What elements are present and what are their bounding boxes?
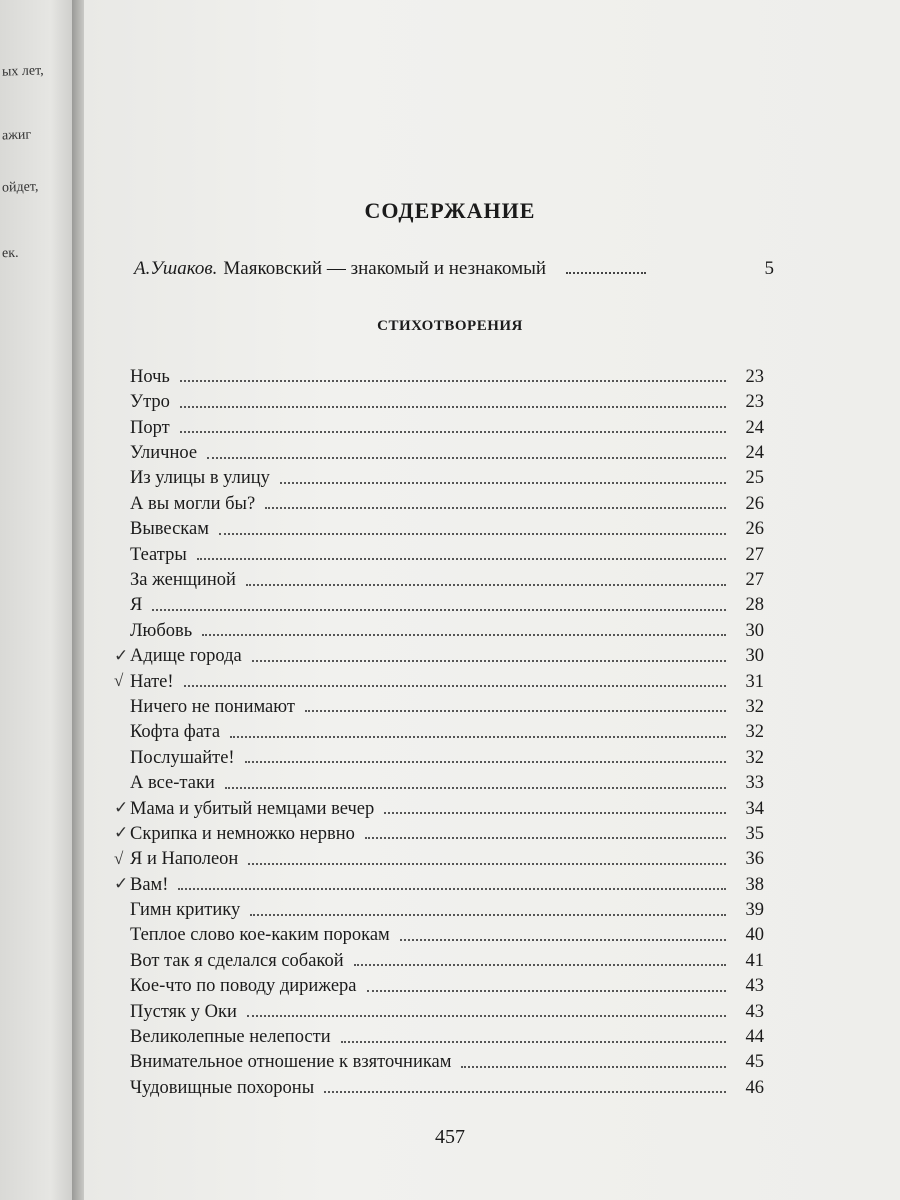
toc-entry-page: 23: [745, 392, 764, 413]
toc-entry-title: Порт: [130, 417, 170, 438]
dot-leader: [280, 482, 726, 484]
intro-title: Маяковский — знакомый и незнакомый: [223, 258, 547, 279]
toc-entry-page: 27: [745, 544, 764, 565]
dot-leader: [197, 558, 726, 560]
toc-entry-title: Вот так я сделался собакой: [130, 950, 344, 971]
dot-leader: [248, 863, 726, 865]
toc-entry-title: Ничего не понимают: [130, 696, 295, 717]
handwritten-check-mark: ✓: [114, 874, 129, 894]
toc-entry-title: Мама и убитый немцами вечер: [130, 798, 375, 819]
toc-entry: [130, 945, 764, 970]
toc-entry-title: Кое-что по поводу дирижера: [130, 976, 357, 997]
handwritten-check-mark: ✓: [114, 645, 129, 665]
toc-entry-title: Я и Наполеон: [130, 849, 239, 870]
toc-entry-title: Чудовищные похороны: [130, 1077, 315, 1098]
toc-entry-title: Теплое слово кое-каким порокам: [130, 925, 390, 946]
dot-leader: [252, 660, 726, 662]
dot-leader: [384, 812, 726, 814]
toc-entry-title: Любовь: [130, 620, 193, 641]
dot-leader: [365, 837, 726, 839]
toc-entry: [130, 361, 764, 386]
toc-entry-title: А вы могли бы?: [130, 493, 256, 514]
toc-entry: [114, 793, 764, 819]
intro-entry: [134, 258, 774, 280]
dot-leader: [341, 1041, 726, 1043]
toc-entry: [130, 1072, 764, 1097]
intro-author: А.Ушаков.: [134, 258, 218, 279]
table-of-contents: [114, 361, 764, 1098]
toc-entry-page: 31: [745, 671, 764, 692]
toc-entry-title: Пустяк у Оки: [130, 1001, 237, 1022]
toc-entry-page: 35: [745, 823, 764, 844]
toc-entry-title: Гимн критику: [130, 900, 241, 921]
dot-leader: [152, 609, 726, 611]
contents-heading: СОДЕРЖАНИЕ: [364, 198, 536, 223]
toc-entry: [130, 742, 764, 767]
toc-entry: [114, 818, 764, 844]
toc-entry: [114, 666, 764, 692]
toc-entry: [130, 488, 764, 513]
toc-entry: [114, 843, 764, 870]
dot-leader: [245, 761, 726, 763]
dot-leader: [367, 990, 727, 992]
toc-entry-page: 45: [745, 1052, 764, 1073]
toc-entry: [130, 412, 764, 437]
toc-entry-page: 43: [745, 1001, 764, 1022]
toc-entry-page: 36: [745, 849, 764, 870]
toc-entry-page: 40: [745, 925, 764, 946]
toc-entry: [130, 590, 764, 615]
toc-entry-title: Послушайте!: [130, 747, 235, 768]
toc-entry: [130, 1047, 764, 1072]
toc-entry-title: Вывескам: [130, 519, 209, 540]
dot-leader: [461, 1066, 726, 1068]
toc-entry: [130, 564, 764, 589]
toc-entry: [130, 463, 764, 488]
toc-entry: [130, 1021, 764, 1046]
toc-entry-title: Адище города: [130, 646, 242, 667]
dot-leader: [250, 914, 726, 916]
handwritten-check-mark: √: [114, 848, 124, 868]
toc-entry-page: 26: [745, 519, 764, 540]
toc-entry-page: 38: [745, 874, 764, 895]
toc-entry-title: Театры: [130, 544, 187, 565]
toc-entry-title: Я: [130, 595, 143, 616]
toc-entry-page: 30: [745, 646, 764, 667]
dot-leader: [202, 634, 726, 636]
toc-entry-page: 39: [745, 900, 764, 921]
dot-leader: [184, 685, 726, 687]
toc-entry: [114, 869, 764, 895]
dot-leader: [265, 507, 726, 509]
dot-leader: [207, 457, 726, 459]
section-heading: СТИХОТВОРЕНИЯ: [377, 318, 523, 334]
toc-entry: [130, 767, 764, 792]
page-number: 457: [435, 1126, 465, 1148]
dot-leader: [324, 1091, 726, 1093]
toc-entry-page: 43: [745, 976, 764, 997]
toc-entry-page: 32: [745, 747, 764, 768]
dot-leader: [400, 939, 726, 941]
left-page-fragment: ажиг: [1, 127, 32, 144]
toc-entry: [130, 970, 764, 995]
dot-leader: [180, 406, 726, 408]
toc-entry-title: Великолепные нелепости: [130, 1027, 331, 1048]
toc-entry-page: 32: [745, 722, 764, 743]
toc-entry: [130, 996, 764, 1021]
dot-leader: [354, 964, 726, 966]
toc-entry-page: 46: [745, 1077, 764, 1098]
dot-leader: [180, 380, 726, 382]
toc-entry: [130, 539, 764, 564]
toc-entry: [130, 615, 764, 640]
toc-entry-page: 30: [745, 620, 764, 641]
toc-entry-page: 28: [745, 595, 764, 616]
toc-entry-page: 24: [745, 417, 764, 438]
toc-entry: [130, 920, 764, 945]
toc-entry-title: Внимательное отношение к взяточникам: [130, 1052, 452, 1073]
toc-entry-title: Нате!: [130, 671, 174, 692]
toc-entry-title: Уличное: [130, 443, 198, 464]
toc-entry-title: Вам!: [130, 874, 169, 895]
dot-leader: [178, 888, 726, 890]
toc-entry-page: 27: [745, 570, 764, 591]
toc-entry-title: Из улицы в улицу: [130, 468, 270, 489]
toc-entry-title: Утро: [130, 392, 170, 413]
book-gutter: [72, 0, 84, 1200]
handwritten-check-mark: ✓: [114, 823, 129, 843]
left-page-fragment: ойдет,: [1, 179, 39, 196]
toc-entry-title: За женщиной: [130, 570, 236, 591]
intro-page-number: 5: [764, 258, 774, 279]
toc-entry-page: 26: [745, 493, 764, 514]
toc-entry-title: Скрипка и немножко нервно: [130, 823, 355, 844]
left-page-edge: [0, 0, 72, 1200]
toc-entry: [130, 437, 764, 462]
toc-entry: [130, 716, 764, 741]
handwritten-check-mark: ✓: [114, 798, 129, 818]
toc-entry-page: 34: [745, 798, 764, 819]
toc-entry-title: Ночь: [130, 366, 170, 387]
toc-entry-page: 24: [745, 443, 764, 464]
dot-leader: [225, 787, 726, 789]
dot-leader: [247, 1015, 726, 1017]
dot-leader: [219, 533, 726, 535]
toc-entry: [130, 691, 764, 716]
toc-entry: [130, 513, 764, 538]
handwritten-check-mark: √: [114, 671, 124, 691]
left-page-fragment: ек.: [1, 245, 19, 262]
toc-entry-page: 44: [745, 1027, 764, 1048]
dot-leader: [180, 431, 726, 433]
dot-leader: [566, 272, 646, 274]
dot-leader: [305, 710, 726, 712]
toc-entry-page: 41: [745, 950, 764, 971]
toc-entry-page: 33: [745, 773, 764, 794]
toc-entry: [130, 894, 764, 919]
dot-leader: [230, 736, 726, 738]
left-page-fragment: ых лет,: [1, 63, 44, 80]
toc-entry-page: 25: [745, 468, 764, 489]
toc-entry: [114, 640, 764, 667]
toc-entry-page: 32: [745, 696, 764, 717]
toc-entry-page: 23: [745, 366, 764, 387]
toc-entry: [130, 386, 764, 411]
toc-entry-title: Кофта фата: [130, 722, 221, 743]
dot-leader: [246, 584, 726, 586]
toc-entry-title: А все-таки: [130, 773, 215, 794]
